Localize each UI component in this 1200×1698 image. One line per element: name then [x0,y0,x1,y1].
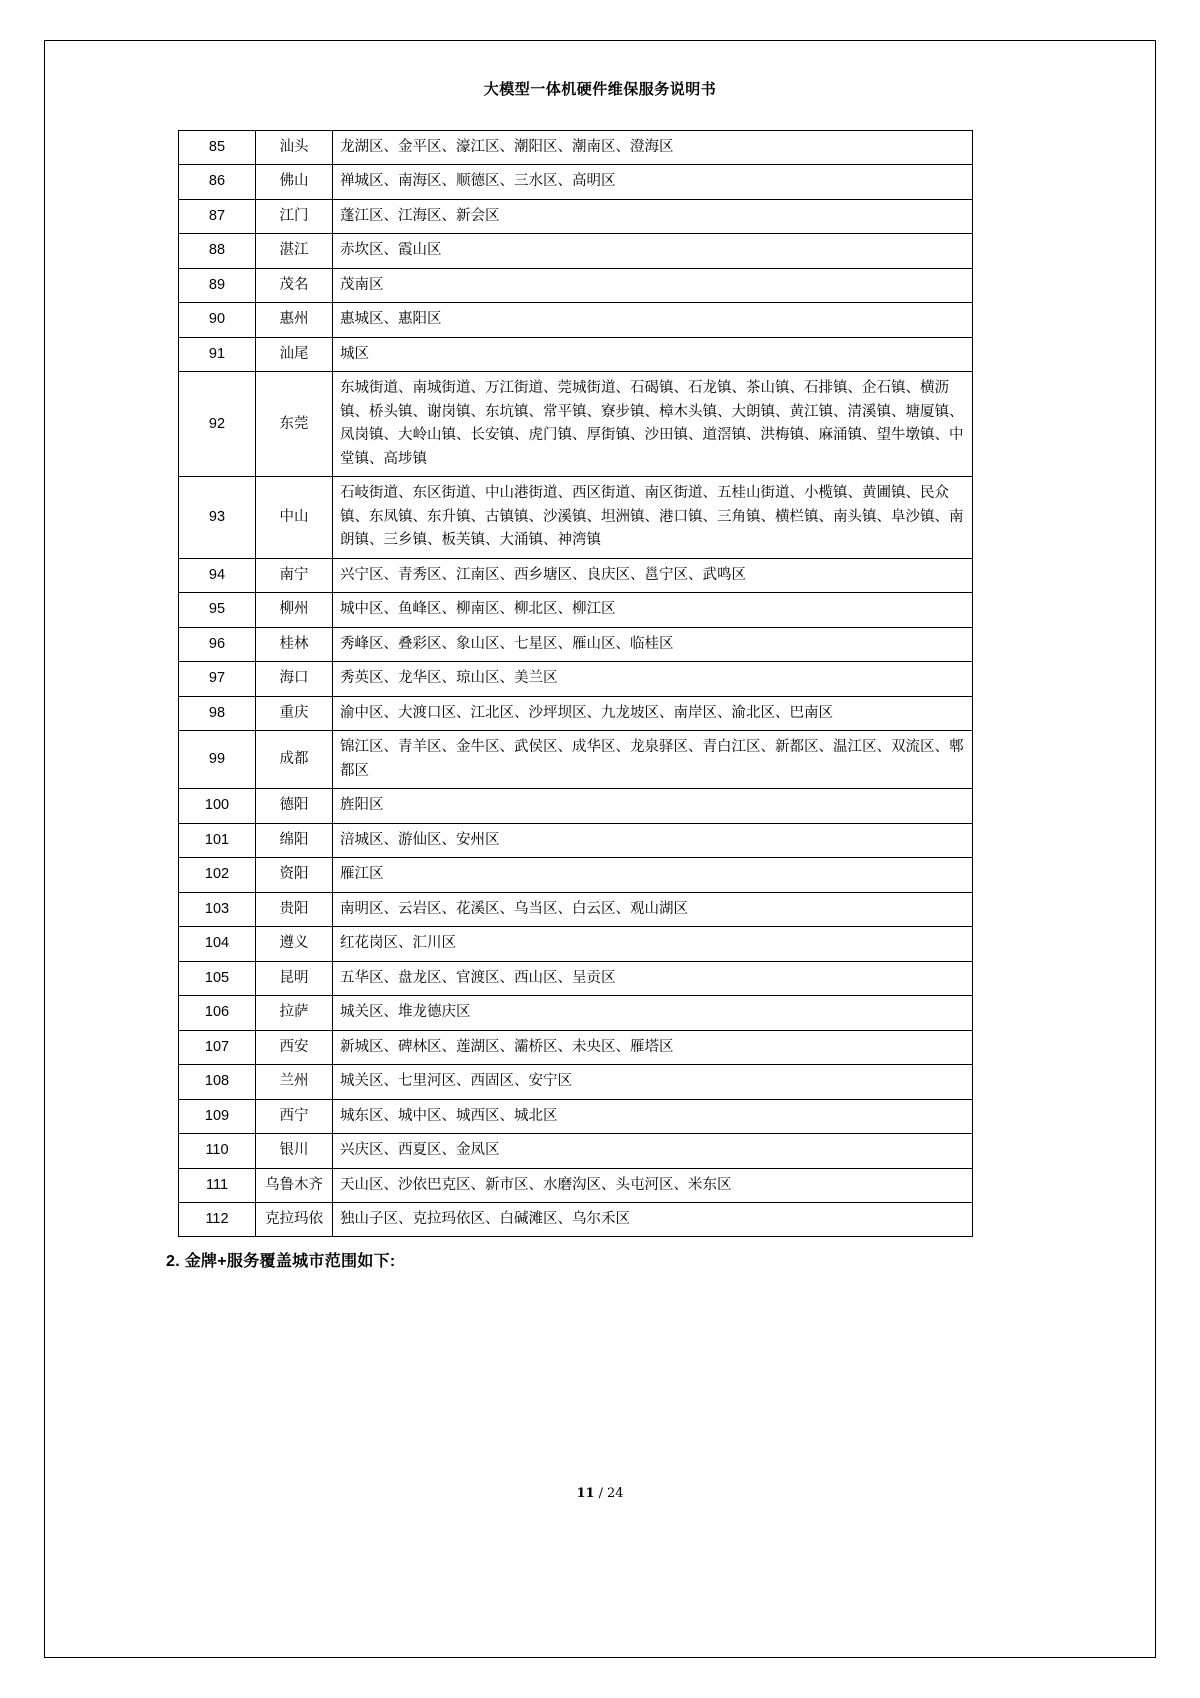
table-cell-index: 107 [179,1030,256,1064]
table-cell-index: 99 [179,731,256,789]
table-row [179,1202,973,1236]
table-cell-city: 资阳 [256,858,333,892]
table-cell-districts: 龙湖区、金平区、濠江区、潮阳区、潮南区、澄海区 [333,131,973,165]
table-cell-city: 西安 [256,1030,333,1064]
table-row [179,303,973,337]
table-row [179,996,973,1030]
table-cell-index: 98 [179,696,256,730]
table-cell-index: 88 [179,234,256,268]
table-cell-index: 108 [179,1065,256,1099]
table-cell-index: 104 [179,927,256,961]
table-row [179,662,973,696]
table-cell-index: 105 [179,961,256,995]
table-cell-city: 兰州 [256,1065,333,1099]
service-coverage-table [178,130,973,1237]
table-cell-index: 109 [179,1099,256,1133]
table-row [179,731,973,789]
table-cell-city: 佛山 [256,165,333,199]
table-row [179,627,973,661]
table-cell-city: 绵阳 [256,823,333,857]
table-cell-index: 90 [179,303,256,337]
table-row [179,268,973,302]
table-cell-districts: 秀英区、龙华区、琼山区、美兰区 [333,662,973,696]
table-cell-index: 93 [179,477,256,558]
table-cell-districts: 城关区、堆龙德庆区 [333,996,973,1030]
table-cell-city: 德阳 [256,789,333,823]
table-cell-districts: 赤坎区、霞山区 [333,234,973,268]
table-row [179,593,973,627]
table-cell-districts: 城东区、城中区、城西区、城北区 [333,1099,973,1133]
table-row [179,1065,973,1099]
table-row [179,558,973,592]
table-cell-index: 95 [179,593,256,627]
table-cell-city: 东莞 [256,372,333,477]
table-cell-districts: 东城街道、南城街道、万江街道、莞城街道、石碣镇、石龙镇、茶山镇、石排镇、企石镇、横沥镇、桥头镇、谢岗镇、东坑镇、常平镇、寮步镇、樟木头镇、大朗镇、黄江镇、清溪镇、塘厦镇、凤岗镇、大岭山镇、长安镇、虎门镇、厚街镇、沙田镇、道滘镇、洪梅镇、麻涌镇、望牛墩镇、中堂镇、高埗镇 [333,372,973,477]
table-cell-index: 94 [179,558,256,592]
table-body [179,131,973,1237]
table-cell-districts: 雁江区 [333,858,973,892]
table-row [179,337,973,371]
table-row [179,927,973,961]
table-cell-districts: 城关区、七里河区、西固区、安宁区 [333,1065,973,1099]
table-cell-districts: 茂南区 [333,268,973,302]
table-cell-index: 87 [179,199,256,233]
table-cell-districts: 新城区、碑林区、莲湖区、灞桥区、未央区、雁塔区 [333,1030,973,1064]
table-cell-index: 97 [179,662,256,696]
table-cell-city: 遵义 [256,927,333,961]
table-cell-city: 桂林 [256,627,333,661]
table-cell-districts: 南明区、云岩区、花溪区、乌当区、白云区、观山湖区 [333,892,973,926]
table-cell-districts: 独山子区、克拉玛依区、白碱滩区、乌尔禾区 [333,1202,973,1236]
table-row [179,199,973,233]
table-cell-index: 86 [179,165,256,199]
table-cell-city: 惠州 [256,303,333,337]
table-cell-city: 克拉玛依 [256,1202,333,1236]
table-cell-index: 112 [179,1202,256,1236]
table-row [179,477,973,558]
page-number-separator: / [598,1486,603,1501]
table-cell-city: 柳州 [256,593,333,627]
page-number-total: 24 [606,1486,624,1501]
table-row [179,1030,973,1064]
table-cell-districts: 石岐街道、东区街道、中山港街道、西区街道、南区街道、五桂山街道、小榄镇、黄圃镇、民众镇、东凤镇、东升镇、古镇镇、沙溪镇、坦洲镇、港口镇、三角镇、横栏镇、南头镇、阜沙镇、南朗镇、三乡镇、板芙镇、大涌镇、神湾镇 [333,477,973,558]
table-cell-city: 拉萨 [256,996,333,1030]
table-row [179,789,973,823]
table-cell-city: 茂名 [256,268,333,302]
table-cell-city: 贵阳 [256,892,333,926]
table-cell-city: 湛江 [256,234,333,268]
table-row [179,892,973,926]
table-cell-districts: 禅城区、南海区、顺德区、三水区、高明区 [333,165,973,199]
table-cell-city: 江门 [256,199,333,233]
document-header-title: 大模型一体机硬件维保服务说明书 [483,80,717,98]
table-cell-districts: 渝中区、大渡口区、江北区、沙坪坝区、九龙坡区、南岸区、渝北区、巴南区 [333,696,973,730]
table-row [179,1099,973,1133]
table-row [179,372,973,477]
page-number-current: 11 [576,1486,595,1501]
table-cell-index: 101 [179,823,256,857]
table-cell-city: 海口 [256,662,333,696]
table-cell-districts: 旌阳区 [333,789,973,823]
table-row [179,234,973,268]
table-cell-districts: 天山区、沙依巴克区、新市区、水磨沟区、头屯河区、米东区 [333,1168,973,1202]
table-cell-index: 85 [179,131,256,165]
table-cell-index: 89 [179,268,256,302]
table-cell-districts: 涪城区、游仙区、安州区 [333,823,973,857]
table-cell-city: 西宁 [256,1099,333,1133]
table-cell-index: 103 [179,892,256,926]
table-cell-city: 成都 [256,731,333,789]
table-cell-city: 银川 [256,1134,333,1168]
table-cell-districts: 兴庆区、西夏区、金凤区 [333,1134,973,1168]
table-cell-districts: 秀峰区、叠彩区、象山区、七星区、雁山区、临桂区 [333,627,973,661]
table-cell-districts: 城区 [333,337,973,371]
table-cell-index: 96 [179,627,256,661]
table-cell-city: 南宁 [256,558,333,592]
table-cell-index: 110 [179,1134,256,1168]
table-cell-index: 106 [179,996,256,1030]
table-cell-districts: 城中区、鱼峰区、柳南区、柳北区、柳江区 [333,593,973,627]
table-cell-index: 100 [179,789,256,823]
table-cell-index: 102 [179,858,256,892]
table-cell-city: 乌鲁木齐 [256,1168,333,1202]
table-row [179,165,973,199]
table-row [179,823,973,857]
table-cell-city: 汕尾 [256,337,333,371]
page-number-footer [0,1486,1200,1501]
table-cell-districts: 红花岗区、汇川区 [333,927,973,961]
table-cell-city: 重庆 [256,696,333,730]
section-heading-gold-plus: 2. 金牌+服务覆盖城市范围如下: [166,1253,396,1270]
table-cell-districts: 五华区、盘龙区、官渡区、西山区、呈贡区 [333,961,973,995]
table-cell-districts: 锦江区、青羊区、金牛区、武侯区、成华区、龙泉驿区、青白江区、新都区、温江区、双流区、郫都区 [333,731,973,789]
table-cell-city: 中山 [256,477,333,558]
table-cell-index: 92 [179,372,256,477]
table-row [179,858,973,892]
table-cell-districts: 兴宁区、青秀区、江南区、西乡塘区、良庆区、邕宁区、武鸣区 [333,558,973,592]
table-cell-index: 91 [179,337,256,371]
table-cell-city: 昆明 [256,961,333,995]
page-content [178,130,973,1237]
table-cell-districts: 惠城区、惠阳区 [333,303,973,337]
table-cell-index: 111 [179,1168,256,1202]
table-row [179,131,973,165]
table-row [179,1168,973,1202]
table-row [179,961,973,995]
table-row [179,1134,973,1168]
table-cell-districts: 蓬江区、江海区、新会区 [333,199,973,233]
table-row [179,696,973,730]
table-cell-city: 汕头 [256,131,333,165]
